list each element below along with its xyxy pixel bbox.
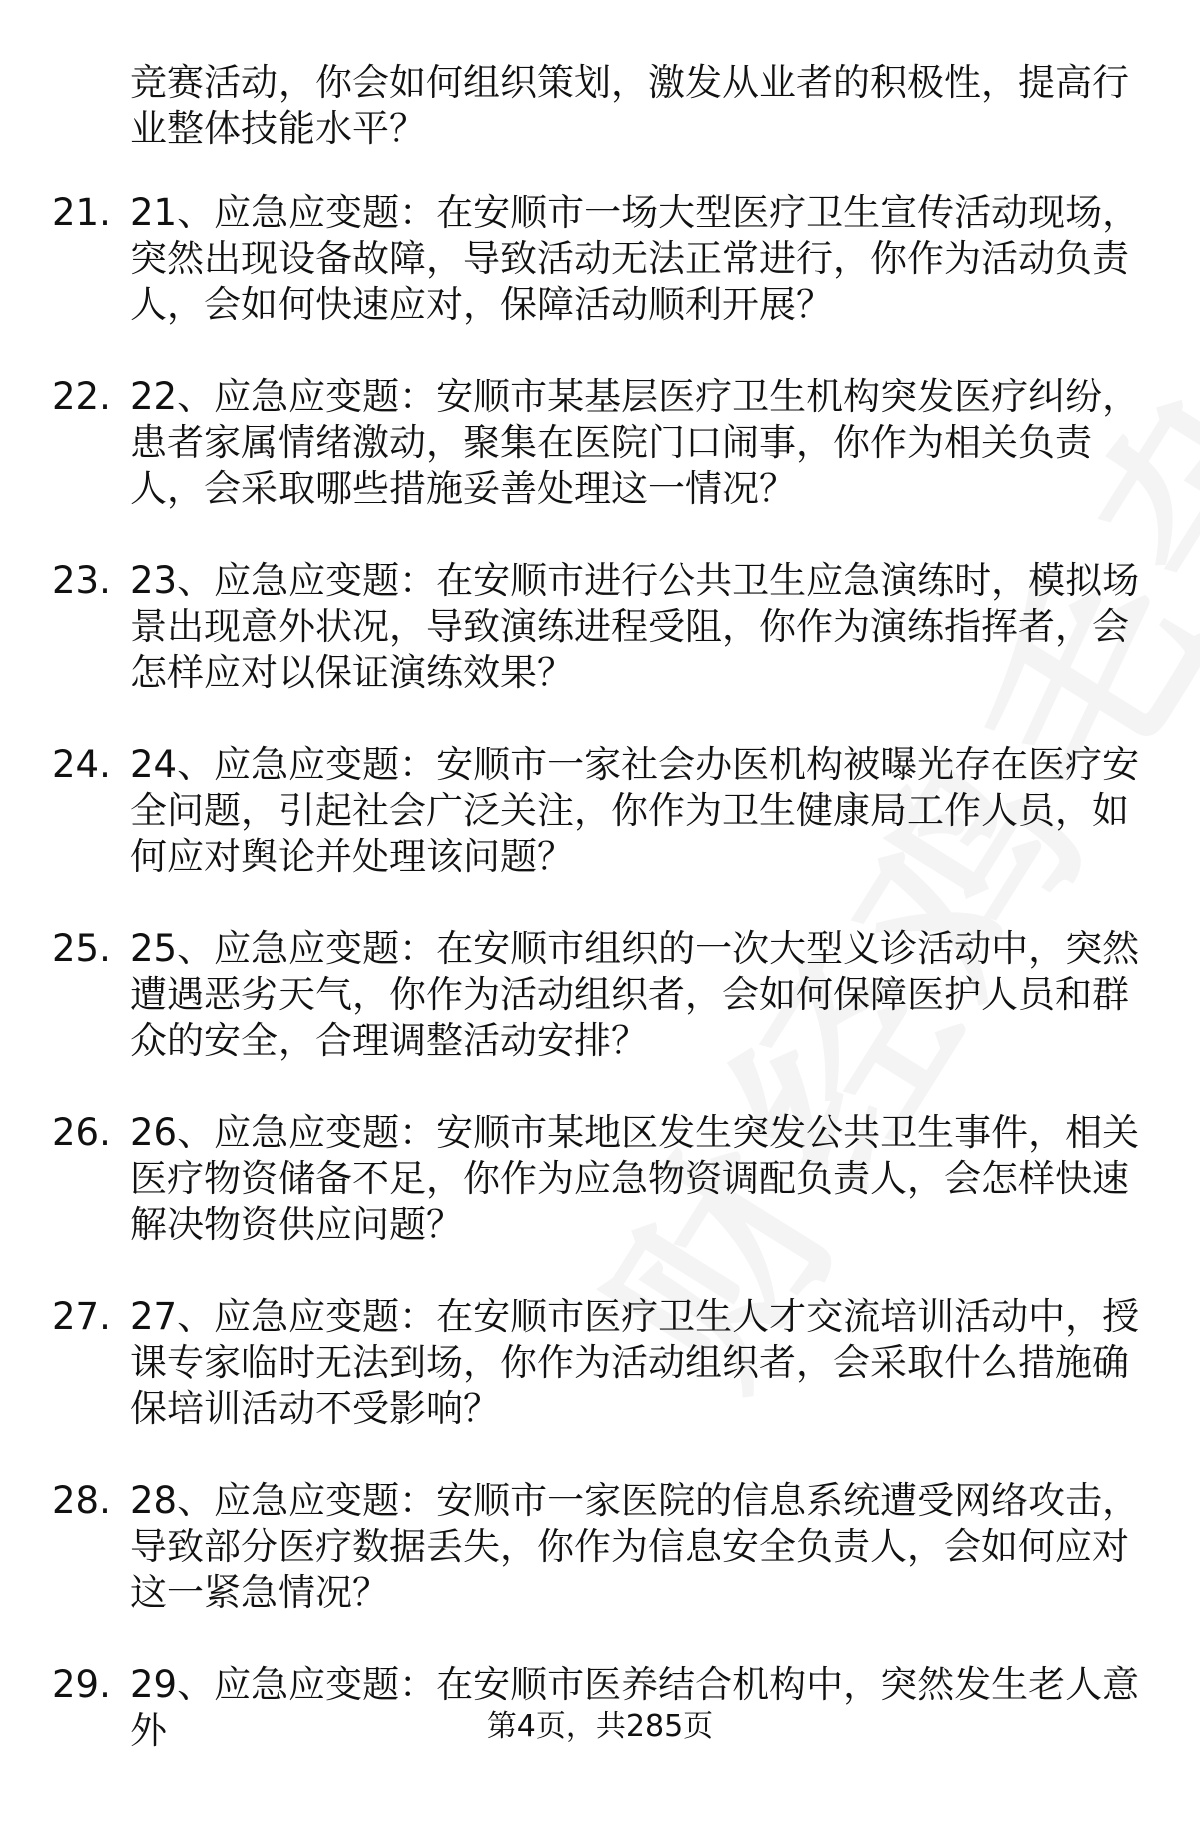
question-number: 22. [52, 375, 111, 418]
question-number: 25. [52, 927, 111, 970]
list-item [0, 374, 1200, 558]
question-number: 27. [52, 1295, 111, 1338]
list-item [0, 1110, 1200, 1294]
question-number: 21. [52, 191, 111, 234]
list-item [0, 1478, 1200, 1662]
list-item [0, 1662, 1200, 1846]
question-number: 28. [52, 1479, 111, 1522]
list-item [0, 926, 1200, 1110]
page-footer: 第4页，共285页 [486, 1709, 714, 1744]
question-text: 27、应急应变题：在安顺市医疗卫生人才交流培训活动中，授课专家临时无法到场，你作为活动组织者，会采取什么措施确保培训活动不受影响？ [130, 1295, 1140, 1430]
question-text: 23、应急应变题：在安顺市进行公共卫生应急演练时，模拟场景出现意外状况，导致演练进程受阻，你作为演练指挥者，会怎样应对以保证演练效果？ [130, 559, 1140, 694]
question-text: 25、应急应变题：在安顺市组织的一次大型义诊活动中，突然遭遇恶劣天气，你作为活动组织者，会如何保障医护人员和群众的安全，合理调整活动安排？ [130, 927, 1140, 1062]
list-item [0, 190, 1200, 374]
question-text: 22、应急应变题：安顺市某基层医疗卫生机构突发医疗纠纷，患者家属情绪激动，聚集在医院门口闹事，你作为相关负责人，会采取哪些措施妥善处理这一情况？ [130, 375, 1140, 510]
question-text: 26、应急应变题：安顺市某地区发生突发公共卫生事件，相关医疗物资储备不足，你作为应急物资调配负责人，会怎样快速解决物资供应问题？ [130, 1111, 1140, 1246]
question-text: 21、应急应变题：在安顺市一场大型医疗卫生宣传活动现场，突然出现设备故障，导致活动无法正常进行，你作为活动负责人，会如何快速应对，保障活动顺利开展？ [130, 191, 1140, 326]
question-number: 23. [52, 559, 111, 602]
question-number: 24. [52, 743, 111, 786]
question-text: 28、应急应变题：安顺市一家医院的信息系统遭受网络攻击，导致部分医疗数据丢失，你作为信息安全负责人，会如何应对这一紧急情况？ [130, 1479, 1140, 1614]
list-item [0, 1294, 1200, 1478]
question-list [0, 190, 1200, 1846]
question-text: 29、应急应变题：在安顺市医养结合机构中，突然发生老人意外 [130, 1663, 1140, 1752]
continuation-paragraph: 竞赛活动，你会如何组织策划，激发从业者的积极性，提高行业整体技能水平？ [130, 61, 1129, 150]
list-item [0, 742, 1200, 926]
question-number: 29. [52, 1663, 111, 1706]
question-text: 24、应急应变题：安顺市一家社会办医机构被曝光存在医疗安全问题，引起社会广泛关注，你作为卫生健康局工作人员，如何应对舆论并处理该问题？ [130, 743, 1140, 878]
list-item [0, 558, 1200, 742]
question-number: 26. [52, 1111, 111, 1154]
